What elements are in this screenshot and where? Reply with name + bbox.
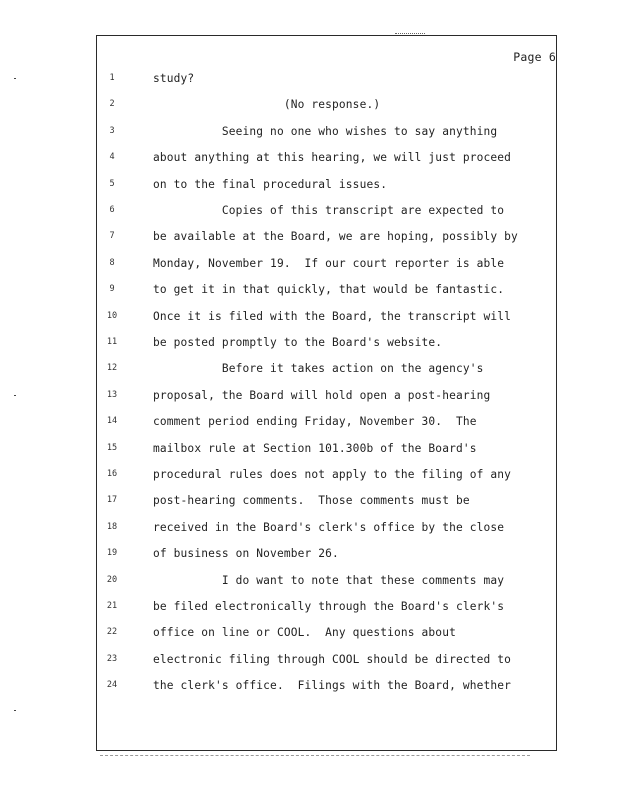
scan-speck bbox=[14, 395, 16, 396]
transcript-line: Seeing no one who wishes to say anything bbox=[153, 124, 498, 138]
line-number: 1 bbox=[109, 73, 115, 83]
line-number: 20 bbox=[106, 574, 118, 585]
line-number: 3 bbox=[109, 125, 115, 136]
line-number: 4 bbox=[109, 152, 115, 163]
line-number: 15 bbox=[106, 442, 118, 453]
transcript-line: the clerk's office. Filings with the Board, whether bbox=[153, 679, 512, 693]
transcript-line: about anything at this hearing, we will just proceed bbox=[153, 151, 512, 165]
line-number: 6 bbox=[109, 205, 115, 215]
transcript-line: on to the final procedural issues. bbox=[153, 177, 388, 191]
transcript-line: Copies of this transcript are expected to bbox=[153, 204, 505, 217]
transcript-line: Before it takes action on the agency's bbox=[153, 362, 484, 376]
transcript-line: electronic filing through COOL should be directed to bbox=[153, 652, 512, 666]
line-number: 13 bbox=[106, 389, 118, 400]
transcript-line: (No response.) bbox=[153, 98, 381, 112]
transcript-line: be posted promptly to the Board's website. bbox=[153, 336, 443, 349]
transcript-line: mailbox rule at Section 101.300b of the Board's bbox=[153, 441, 477, 455]
transcript-line: Monday, November 19. If our court reporter is able bbox=[153, 256, 505, 270]
transcript-line: comment period ending Friday, November 30. The bbox=[153, 415, 477, 429]
transcript-line: received in the Board's clerk's office by the close bbox=[153, 520, 505, 534]
line-number: 2 bbox=[109, 99, 115, 110]
scan-speck bbox=[14, 710, 16, 711]
line-number: 24 bbox=[106, 680, 118, 691]
page-number: Page 6 bbox=[513, 50, 556, 64]
line-number: 22 bbox=[106, 627, 118, 638]
line-number: 10 bbox=[106, 310, 118, 321]
transcript-line: office on line or COOL. Any questions about bbox=[153, 626, 456, 640]
transcript-line: post-hearing comments. Those comments must be bbox=[153, 494, 470, 508]
line-number: 9 bbox=[109, 284, 115, 295]
transcript-line: procedural rules does not apply to the filing of any bbox=[153, 468, 512, 481]
transcript-line: be available at the Board, we are hoping, possibly by bbox=[153, 230, 518, 244]
line-number: 14 bbox=[106, 416, 118, 427]
line-number: 23 bbox=[106, 653, 118, 664]
scan-artifact-bottom bbox=[100, 755, 530, 757]
transcript-line: of business on November 26. bbox=[153, 547, 339, 561]
line-number: 16 bbox=[106, 469, 118, 479]
line-number: 19 bbox=[106, 548, 118, 559]
line-number: 11 bbox=[106, 337, 118, 347]
scan-artifact-top bbox=[395, 33, 425, 35]
transcript-line: study? bbox=[153, 72, 195, 85]
line-number: 8 bbox=[109, 257, 115, 268]
transcript-line: proposal, the Board will hold open a post-hearing bbox=[153, 388, 491, 402]
transcript-line: to get it in that quickly, that would be fantastic. bbox=[153, 283, 505, 297]
transcript-line: be filed electronically through the Board's clerk's bbox=[153, 600, 505, 613]
line-number: 5 bbox=[109, 178, 115, 189]
line-number: 7 bbox=[109, 231, 115, 242]
line-number: 17 bbox=[106, 495, 118, 506]
line-number: 18 bbox=[106, 521, 118, 532]
transcript-line: I do want to note that these comments may bbox=[153, 573, 505, 587]
line-number: 21 bbox=[106, 601, 118, 611]
scan-speck bbox=[14, 78, 16, 79]
line-number: 12 bbox=[106, 363, 118, 374]
transcript-line: Once it is filed with the Board, the transcript will bbox=[153, 309, 512, 323]
